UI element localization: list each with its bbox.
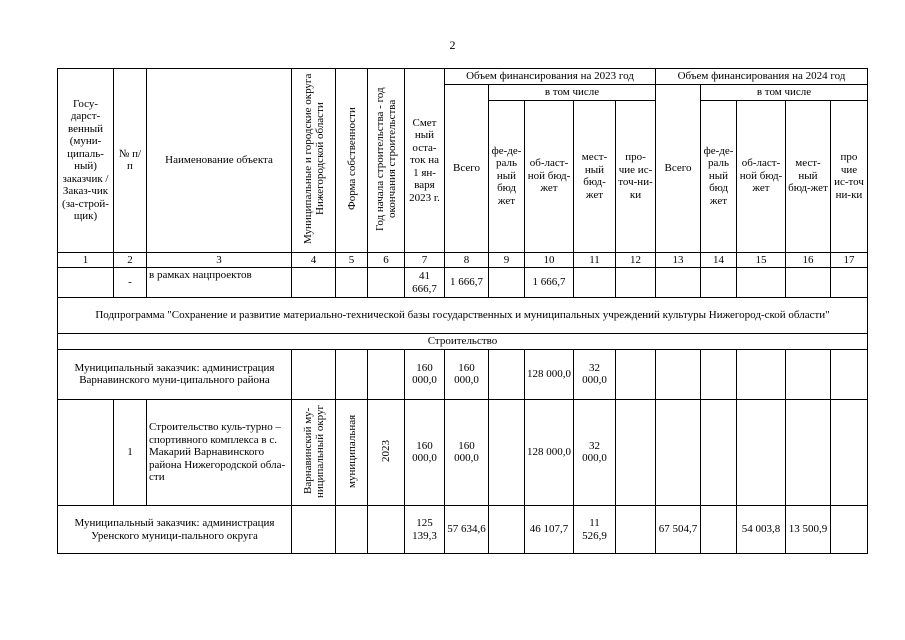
header-local-2023: мест-ный бюд-жет: [574, 100, 616, 252]
header-years: Год начала строительства - год окончания строительства: [368, 69, 405, 253]
col-number: 13: [656, 252, 701, 268]
table-row: [58, 268, 868, 298]
row-years: 2023: [368, 399, 405, 506]
total-2023-value: 1 666,7: [445, 268, 489, 298]
header-other-2023: про-чие ис-точ-ни-ки: [616, 100, 656, 252]
header-incl-2024: в том числе: [701, 85, 868, 101]
header-regional-2024: об-ласт-ной бюд-жет: [737, 100, 786, 252]
col-number: 4: [292, 252, 336, 268]
header-federal-2023: фе-де-раль ный бюд жет: [489, 100, 525, 252]
col-number: 14: [701, 252, 737, 268]
row-name: Строительство куль-турно – спортивного комплекса в с. Макарий Варнавинского района Нижегородской обла-сти: [147, 399, 292, 506]
col-number: 1: [58, 252, 114, 268]
table-row: [58, 349, 868, 399]
row-municipality: Варнавинский му-ниципальный округ: [292, 399, 336, 506]
header-fin2024: Объем финансирования на 2024 год: [656, 69, 868, 85]
header-municipality: Муниципальные и городские округа Нижегородской области: [292, 69, 336, 253]
col-number: 15: [737, 252, 786, 268]
header-ownership: Форма собственности: [336, 69, 368, 253]
header-estimate: Смет ный оста-ток на 1 ян-варя 2023 г.: [405, 69, 445, 253]
row-num: 1: [114, 399, 147, 506]
col-number: 5: [336, 252, 368, 268]
local-2024-value: 13 500,9: [786, 506, 831, 554]
col-number: 2: [114, 252, 147, 268]
page-number: 2: [449, 38, 456, 52]
local-2023-value: 32 000,0: [574, 349, 616, 399]
col-number: 6: [368, 252, 405, 268]
regional-2023-value: 1 666,7: [525, 268, 574, 298]
header-federal-2024: фе-де-раль ный бюд жет: [701, 100, 737, 252]
header-name: Наименование объекта: [147, 69, 292, 253]
table-row: [58, 399, 868, 506]
estimate-value: 41 666,7: [405, 268, 445, 298]
estimate-value: 160 000,0: [405, 399, 445, 506]
col-number: 9: [489, 252, 525, 268]
header-local-2024: мест-ный бюд-жет: [786, 100, 831, 252]
subprogram-title: Подпрограмма "Сохранение и развитие материально-технической базы государственных и муниципальных учреждений культуры Нижегород-ской области": [58, 298, 868, 334]
col-number: 16: [786, 252, 831, 268]
col-number: 8: [445, 252, 489, 268]
col-number: 12: [616, 252, 656, 268]
regional-2023-value: 46 107,7: [525, 506, 574, 554]
row-ownership: муниципальная: [336, 399, 368, 506]
total-2023-value: 160 000,0: [445, 349, 489, 399]
col-number: 17: [831, 252, 868, 268]
col-number: 7: [405, 252, 445, 268]
header-num: № п/п: [114, 69, 147, 253]
header-regional-2023: об-ласт-ной бюд-жет: [525, 100, 574, 252]
total-2023-value: 160 000,0: [445, 399, 489, 506]
estimate-value: 160 000,0: [405, 349, 445, 399]
row-num: -: [114, 268, 147, 298]
column-number-row: [58, 252, 868, 268]
estimate-value: 125 139,3: [405, 506, 445, 554]
financing-table: [57, 68, 868, 554]
header-total-2024: Всего: [656, 85, 701, 253]
header-total-2023: Всего: [445, 85, 489, 253]
customer-label: Муниципальный заказчик: администрация Варнавинского муни-ципального района: [58, 349, 292, 399]
total-2024-value: 67 504,7: [656, 506, 701, 554]
table-row: [58, 506, 868, 554]
local-2023-value: 11 526,9: [574, 506, 616, 554]
local-2023-value: 32 000,0: [574, 399, 616, 506]
header-other-2024: про чие ис-точ ни-ки: [831, 100, 868, 252]
total-2023-value: 57 634,6: [445, 506, 489, 554]
header-fin2023: Объем финансирования на 2023 год: [445, 69, 656, 85]
customer-label: Муниципальный заказчик: администрация Уренского муници-пального округа: [58, 506, 292, 554]
col-number: 3: [147, 252, 292, 268]
col-number: 11: [574, 252, 616, 268]
regional-2023-value: 128 000,0: [525, 399, 574, 506]
header-incl-2023: в том числе: [489, 85, 656, 101]
col-number: 10: [525, 252, 574, 268]
regional-2024-value: 54 003,8: [737, 506, 786, 554]
regional-2023-value: 128 000,0: [525, 349, 574, 399]
header-customer: Госу-дарст-венный (муни-ципаль-ный) заказчик / Заказ-чик (за-строй-щик): [58, 69, 114, 253]
row-name: в рамках нацпроектов: [147, 268, 292, 298]
section-title: Строительство: [58, 334, 868, 350]
